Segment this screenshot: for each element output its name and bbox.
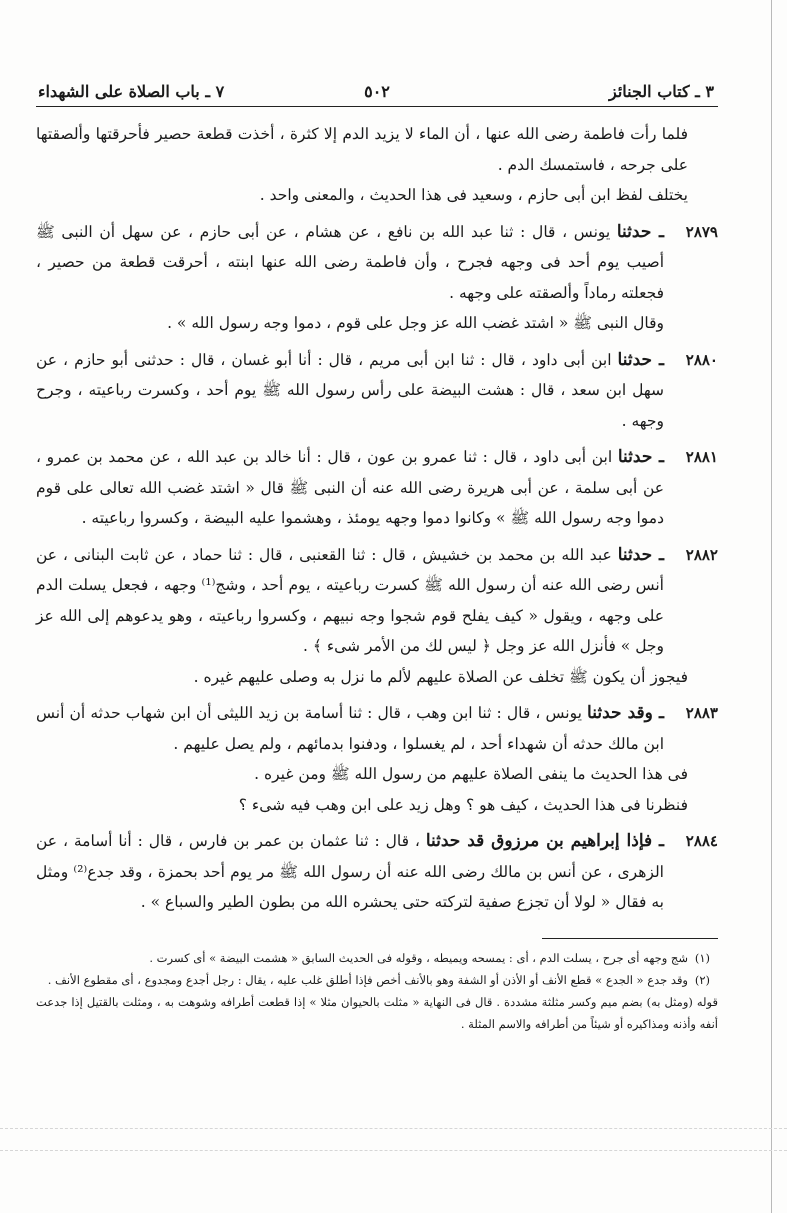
hadith-text [36,540,664,662]
hadith-number: ٢٨٧٩ [685,222,718,241]
haddatha-word: ـ حدثنا [617,349,664,370]
haddatha-word: ـ فإذا إبراهيم بن مرزوق قد حدثنا [425,831,664,851]
page-number: ٥٠٢ [364,82,390,101]
hadith-entry [36,442,718,534]
footnote-text: وقد جدع « الجدع » قطع الأنف أو الأذن أو الشفة وهو بالأنف أخص فإذا أطلق غلب عليه ، يقال : رجل أجدع ومجدوع ، أى مقطوع الأنف . [47,972,688,987]
scan-edge-line [771,0,772,1213]
chapter-title: ٣ ـ كتاب الجنائز [608,82,714,101]
hadith-entry [36,698,718,759]
hadith-text [36,442,664,534]
haddatha-word: ـ حدثنا [617,544,665,565]
hadith-comment: فيجوز أن يكون ﷺ تخلف عن الصلاة عليهم لألم ما نزل به وصلى عليهم غيره . [193,667,688,686]
book-page [36,78,718,1035]
hadith-body: ، قال : ثنا عثمان بن عمر بن فارس ، قال : أنا أسامة ، عن الزهرى ، عن أنس بن مالك رضى الله عنه أن رسول الله ﷺ مر يوم أحد بحمزة ، وقد جدع⁽²⁾ ومثل به فقال « لولا أن تجزع صفية لتركته حتى يحشره الله من بطون الطير والسباع » . [36,832,664,911]
hadith-body: يونس ، قال : ثنا ابن وهب ، قال : ثنا أسامة بن زيد الليثى أن ابن شهاب حدثه أن أنس ابن مالك حدثه أن شهداء أحد ، لم يغسلوا ، ودفنوا بدمائهم ، ولم يصل عليهم . [36,704,664,753]
hadith-number: ٢٨٨٤ [685,832,718,850]
footnote-number: (١) [694,950,710,965]
haddatha-word: ـ وقد حدثنا [587,703,664,723]
hadith-comment: فى هذا الحديث ما ينفى الصلاة عليهم من رسول الله ﷺ ومن غيره . [254,765,688,783]
hadith-text [36,826,664,918]
footnote-text: شج وجهه أى جرح ، يسلت الدم ، أى : يمسحه ويميطه ، وقوله فى الحديث السابق « هشمت البيضة » أى كسرت . [149,950,688,965]
hadith-body: ابن أبى داود ، قال : ثنا ابن أبى مريم ، قال : أنا أبو غسان ، قال : حدثنى أبو حازم ، عن سهل ابن سعد ، قال : هشت البيضة على رأس رسول الله ﷺ يوم أحد ، وكسرت رباعيته ، وجرح وجهه . [36,350,664,430]
footnote-number: (٢) [694,972,710,987]
hadith-entry [36,345,718,437]
hadith-body: يونس ، قال : ثنا عبد الله بن نافع ، عن هشام ، عن أبى حازم ، عن سهل أن النبى ﷺ أصيب يوم أحد فى وجهه فجرح ، وأن فاطمة رضى الله عنها ابنته ، أحرقت قطعة من حصير ، فجعلته رماداً وألصقته على وجهه . [36,222,664,302]
paragraph: فلما رأت فاطمة رضى الله عنها ، أن الماء لا يزيد الدم إلا كثرة ، أخذت قطعة حصير فأحرقتها وألصقتها على جرحه ، فاستمسك الدم . [36,125,688,174]
hadith-number: ٢٨٨١ [685,448,718,466]
hadith-text [36,698,664,759]
running-header [36,78,718,107]
haddatha-word: ـ حدثنا [616,221,664,242]
hadith-entry [36,217,718,339]
hadith-comment: فنظرنا فى هذا الحديث ، كيف هو ؟ وهل زيد على ابن وهب فيه شىء ؟ [238,795,688,814]
section-title: ٧ ـ باب الصلاة على الشهداء [38,82,225,101]
hadith-comment: وقال النبى ﷺ « اشتد غضب الله عز وجل على قوم ، دموا وجه رسول الله » . [167,314,664,332]
hadith-text [36,345,664,437]
footnote-text: قوله (ومثل به) بضم ميم وكسر مثلثة مشددة . قال فى النهاية « مثلت بالحيوان مثلا » إذا قطعت أطرافه وشوهت به ، ومثلت بالقتيل إذا جدعت أنفه وأذنه ومذاكيره أو شيئاً من أطرافه والاسم المثلة . [36,994,718,1031]
hadith-entry [36,540,718,662]
hadith-number: ٢٨٨٣ [685,704,718,722]
main-text [36,119,718,918]
footnotes [36,947,718,1035]
hadith-entry [36,826,718,918]
footnote [36,991,718,1035]
haddatha-word: ـ حدثنا [617,447,664,467]
footnote [36,947,718,969]
hadith-body: عبد الله بن محمد بن خشيش ، قال : ثنا القعنبى ، قال : ثنا حماد ، عن ثابت البنانى ، عن أنس رضى الله عنه أن رسول الله ﷺ كسرت رباعيته ، يوم أحد ، وشج⁽¹⁾ وجهه ، فجعل يسلت الدم على وجهه ، ويقول « كيف يفلح قوم شجوا وجه نبيهم ، وكسروا رباعيته ، وهو يدعوهم إلى الله عز وجل » فأنزل الله عز وجل ﴿ ليس لك من الأمر شىء ﴾ . [36,545,664,655]
hadith-text [36,217,664,309]
paragraph: يختلف لفظ ابن أبى حازم ، وسعيد فى هذا الحديث ، والمعنى واحد . [259,186,688,204]
scan-divider [0,1128,787,1129]
footnote [36,969,718,991]
hadith-number: ٢٨٨٠ [685,350,718,369]
hadith-number: ٢٨٨٢ [685,545,718,564]
hadith-body: ابن أبى داود ، قال : ثنا عمرو بن عون ، قال : أنا خالد بن عبد الله ، عن محمد بن عمرو ، عن أبى سلمة ، عن أبى هريرة رضى الله عنه أن النبى ﷺ قال « اشتد غضب الله تعالى على قوم دموا وجه رسول الله ﷺ » وكانوا دموا وجهه يومئذ ، وهشموا عليه البيضة ، وكسروا رباعيته . [36,448,664,527]
scan-divider [0,1150,787,1151]
footnote-separator [542,938,718,939]
